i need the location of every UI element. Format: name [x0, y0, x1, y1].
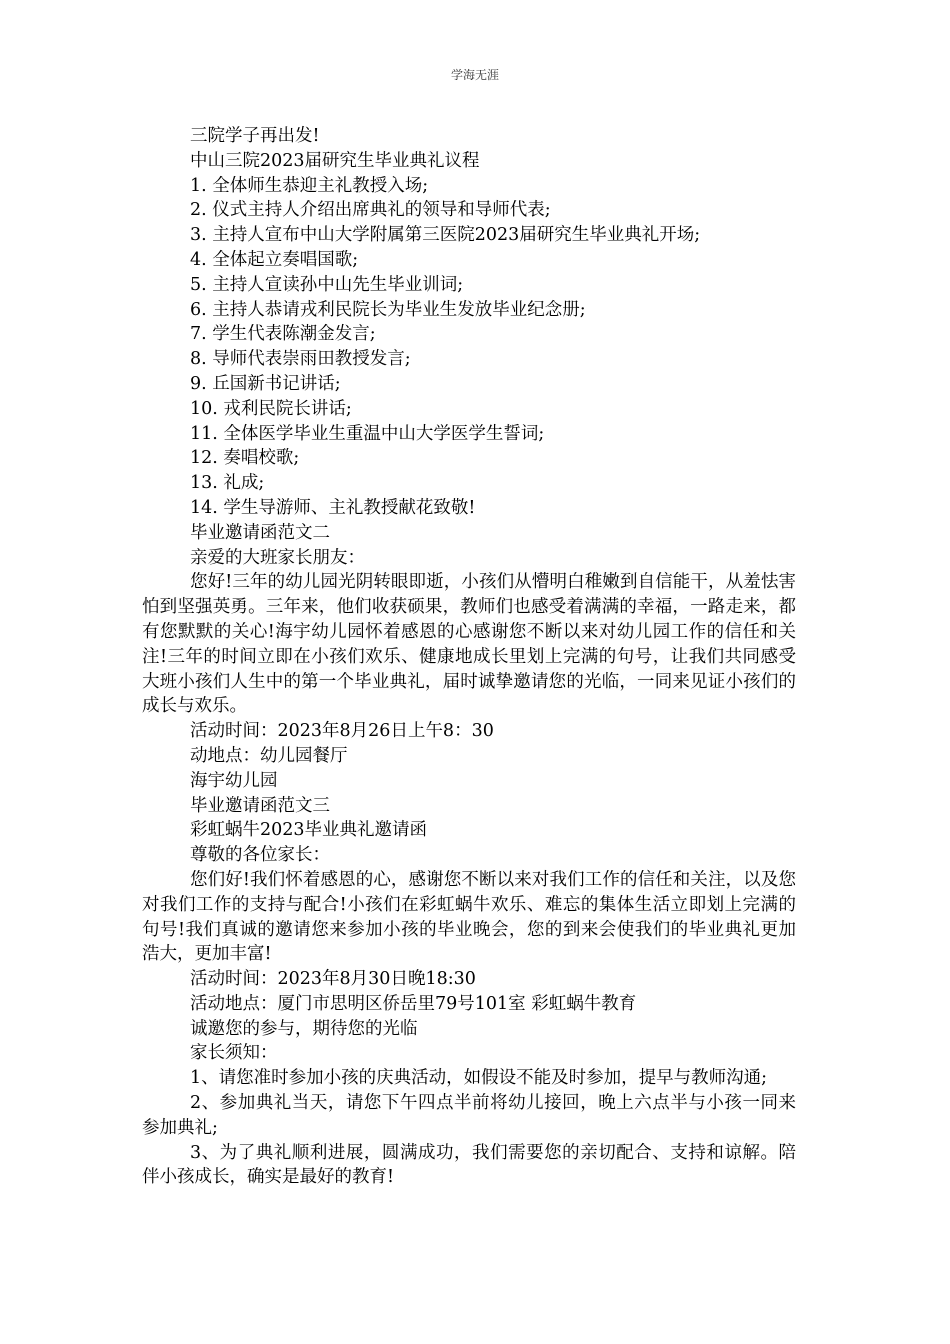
signature: 海宇幼儿园 — [190, 770, 278, 791]
greeting: 亲爱的大班家长朋友： — [190, 547, 365, 568]
body-paragraph: 您们好!我们怀着感恩的心，感谢您不断以来对我们工作的信任和关注，以及您对我们工作的支持与配合!小孩们在彩虹蜗牛欢乐、难忘的集体生活立即划上完满的句号!我们真诚的邀请您来参加小孩的毕业晚会，您的到来会使我们的毕业典礼更加浩大，更加丰富! — [142, 869, 796, 965]
agenda-item: 12. 奏唱校歌; — [190, 448, 300, 469]
event-place: 动地点：幼儿园餐厅 — [190, 745, 348, 766]
agenda-item: 9. 丘国新书记讲话; — [190, 373, 341, 394]
body-paragraph: 您好!三年的幼儿园光阴转眼即逝，小孩们从懵明白稚嫩到自信能干，从羞怯害怕到坚强英勇。三年来，他们收获硕果，教师们也感受着满满的幸福，一路走来，都有您默默的关心!海宇幼儿园怀着感恩的心感谢您不断以来对幼儿园工作的信任和关注!三年的时间立即在小孩们欢乐、健康地成长里划上完满的句号，让我们共同感受大班小孩们人生中的第一个毕业典礼，届时诚挚邀请您的光临，一同来见证小孩们的成长与欢乐。 — [142, 572, 796, 717]
agenda-item: 10. 戎利民院长讲话; — [190, 398, 352, 419]
agenda-item: 11. 全体医学毕业生重温中山大学医学生誓词; — [190, 423, 545, 444]
agenda-item: 8. 导师代表崇雨田教授发言; — [190, 349, 411, 370]
agenda-item: 1. 全体师生恭迎主礼教授入场; — [190, 175, 429, 196]
agenda-item: 7. 学生代表陈潮金发言; — [190, 324, 376, 345]
notice-title: 家长须知： — [190, 1043, 278, 1064]
section-title: 毕业邀请函范文三 — [190, 795, 330, 816]
opening-line: 三院学子再出发! — [190, 126, 320, 146]
notice-item: 3、为了典礼顺利进展，圆满成功，我们需要您的亲切配合、支持和谅解。陪伴小孩成长，确实是最好的教育! — [142, 1142, 796, 1188]
agenda-item: 4. 全体起立奏唱国歌; — [190, 249, 359, 270]
greeting: 尊敬的各位家长： — [190, 845, 330, 866]
agenda-item: 14. 学生导游师、主礼教授献花致敬! — [190, 497, 476, 518]
invitation-subtitle: 彩虹蜗牛2023毕业典礼邀请函 — [190, 820, 428, 841]
event-time: 活动时间：2023年8月26日上午8：30 — [190, 721, 494, 742]
agenda-item: 5. 主持人宣读孙中山先生毕业训词; — [190, 274, 464, 295]
section-title: 毕业邀请函范文二 — [190, 522, 330, 543]
event-time: 活动时间：2023年8月30日晚18:30 — [190, 969, 476, 990]
document-body — [142, 124, 796, 1190]
agenda-title: 中山三院2023届研究生毕业典礼议程 — [190, 150, 480, 171]
invite-line: 诚邀您的参与，期待您的光临 — [190, 1018, 418, 1039]
event-place: 活动地点：厦门市思明区侨岳里79号101室 彩虹蜗牛教育 — [190, 993, 637, 1014]
page-header: 学海无涯 — [450, 68, 499, 82]
agenda-item: 2. 仪式主持人介绍出席典礼的领导和导师代表; — [190, 200, 551, 221]
agenda-item: 3. 主持人宣布中山大学附属第三医院2023届研究生毕业典礼开场; — [190, 225, 701, 246]
agenda-item: 13. 礼成; — [190, 473, 265, 494]
notice-item: 2、参加典礼当天，请您下午四点半前将幼儿接回，晚上六点半与小孩一同来参加典礼; — [142, 1093, 796, 1138]
notice-item: 1、请您准时参加小孩的庆典活动，如假设不能及时参加，提早与教师沟通; — [190, 1068, 768, 1089]
agenda-item: 6. 主持人恭请戎利民院长为毕业生发放毕业纪念册; — [190, 299, 586, 320]
